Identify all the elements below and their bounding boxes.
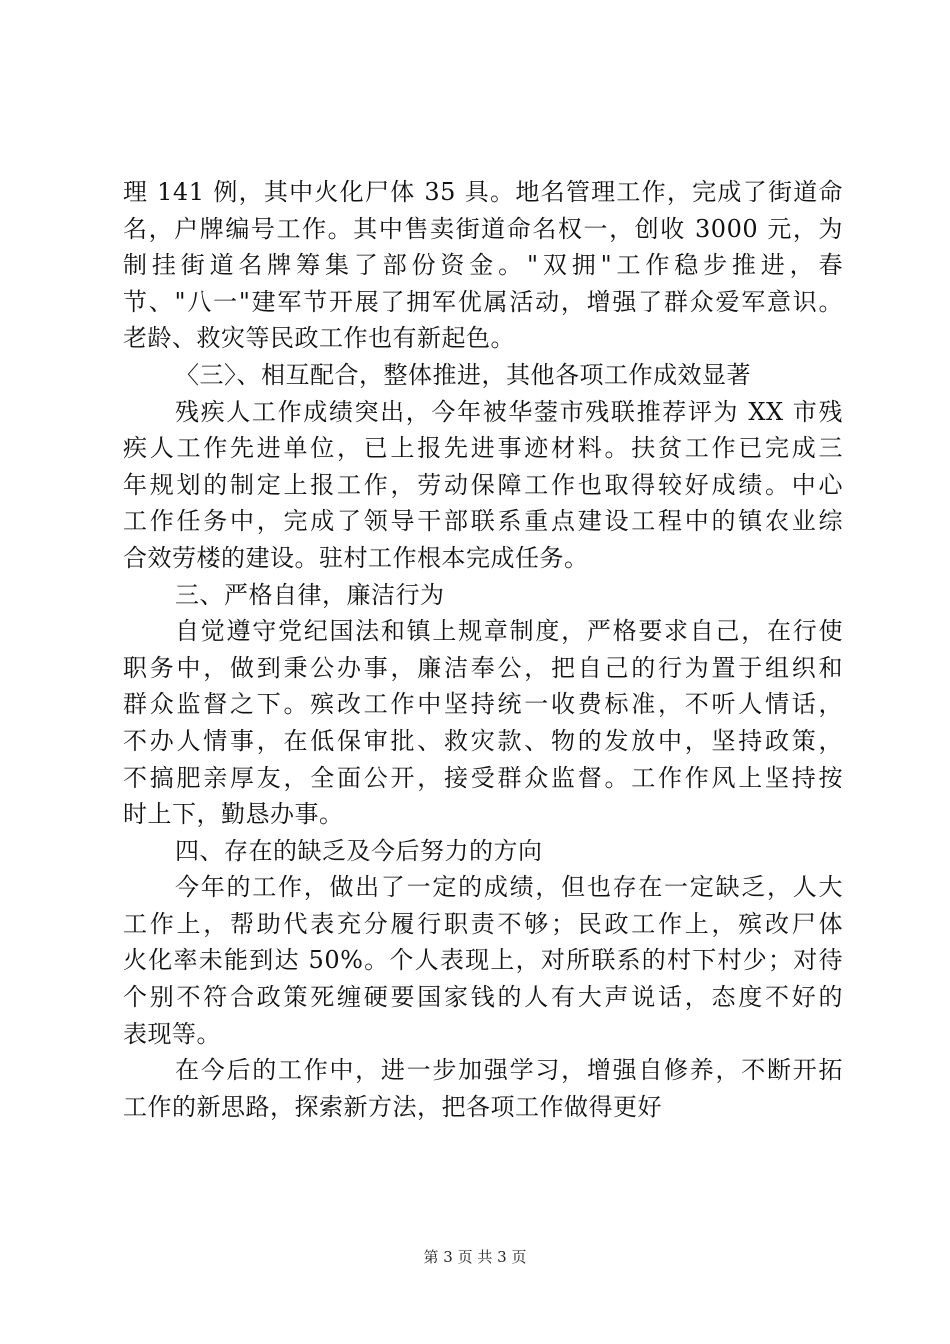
section-heading: 四、存在的缺乏及今后努力的方向	[175, 836, 543, 865]
paragraph-first-line: 在今后的工作中，进一步加强学习，增强自修养，不断开拓	[175, 1056, 843, 1085]
section-heading: 〈三〉、相互配合，整体推进，其他各项工作成效显著	[175, 360, 751, 389]
document-body	[123, 174, 843, 1125]
text-line: 群众监督之下。殡改工作中坚持统一收费标准，不听人情话，	[123, 690, 843, 719]
text-line: 不办人情事，在低保审批、救灾款、物的发放中，坚持政策，	[123, 726, 843, 755]
text-line: 老龄、救灾等民政工作也有新起色。	[123, 324, 515, 353]
text-line: 工作任务中，完成了领导干部联系重点建设工程中的镇农业综	[123, 507, 843, 536]
text-line: 工作上，帮助代表充分履行职责不够；民政工作上，殡改尸体	[123, 909, 843, 938]
page-footer: 第 3 页 共 3 页	[423, 1248, 527, 1266]
text-line: 疾人工作先进单位，已上报先进事迹材料。扶贫工作已完成三	[123, 434, 843, 463]
paragraph-first-line: 残疾人工作成绩突出，今年被华蓥市残联推荐评为 XX 市残	[175, 397, 843, 426]
text-line: 工作的新思路，探索新方法，把各项工作做得更好	[123, 1092, 662, 1121]
text-line: 不搞肥亲厚友，全面公开，接受群众监督。工作作风上坚持按	[123, 763, 843, 792]
text-line: 表现等。	[123, 1019, 221, 1048]
text-line: 名，户牌编号工作。其中售卖街道命名权一，创收 3000 元，为	[123, 214, 843, 243]
paragraph-first-line: 今年的工作，做出了一定的成绩，但也存在一定缺乏，人大	[175, 873, 843, 902]
text-line: 年规划的制定上报工作，劳动保障工作也取得较好成绩。中心	[123, 470, 843, 499]
text-line: 火化率未能到达 50%。个人表现上，对所联系的村下村少；对待	[123, 946, 843, 975]
text-line: 时上下，勤恳办事。	[123, 800, 344, 829]
text-line: 个别不符合政策死缠硬要国家钱的人有大声说话，态度不好的	[123, 983, 843, 1012]
text-line: 制挂街道名牌筹集了部份资金。"双拥"工作稳步推进，春	[123, 251, 843, 280]
text-line: 节、"八一"建军节开展了拥军优属活动，增强了群众爱军意识。	[123, 287, 843, 316]
text-line: 合效劳楼的建设。驻村工作根本完成任务。	[123, 543, 589, 572]
text-line: 理 141 例，其中火化尸体 35 具。地名管理工作，完成了街道命	[123, 178, 843, 206]
section-heading: 三、严格自律，廉洁行为	[175, 580, 445, 609]
text-line: 职务中，做到秉公办事，廉洁奉公，把自己的行为置于组织和	[123, 653, 843, 682]
paragraph-first-line: 自觉遵守党纪国法和镇上规章制度，严格要求自己，在行使	[175, 617, 843, 646]
